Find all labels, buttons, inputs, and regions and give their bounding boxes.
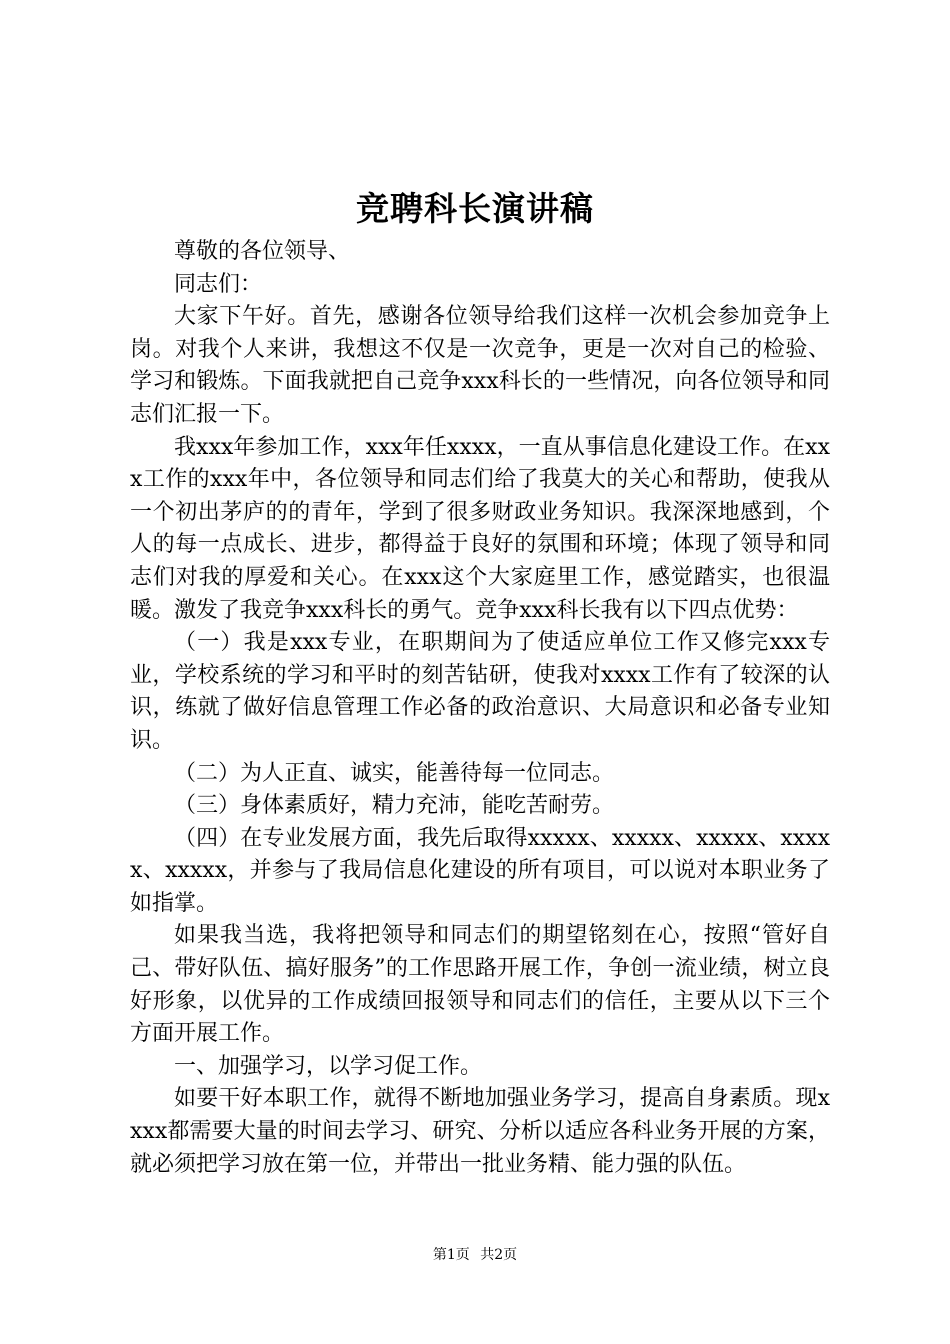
section-heading-1: 一、加强学习，以学习促工作。 <box>174 1053 483 1079</box>
salutation-line-1: 尊敬的各位领导、 <box>174 239 351 264</box>
paragraph-study: 如要干好本职工作，就得不断地加强业务学习，提高自身素质。现xxxx都需要大量的时间去学习、研究、分析以适应各科业务开展的方案，就必须把学习放在第一位，并带出一批业务精、能力强的队伍。 <box>130 1086 830 1177</box>
paragraph-plan: 如果我当选，我将把领导和同志们的期望铭刻在心，按照“管好自己、带好队伍、搞好服务”的工作思路开展工作，争创一流业绩，树立良好形象，以优异的工作成绩回报领导和同志们的信任，主要从以下三个方面开展工作。 <box>130 923 830 1047</box>
paragraph-intro: 大家下午好。首先，感谢各位领导给我们这样一次机会参加竞争上岗。对我个人来讲，我想这不仅是一次竞争，更是一次对自己的检验、学习和锻炼。下面我就把自己竞争xxx科长的一些情况，向各位领导和同志们汇报一下。 <box>130 304 830 427</box>
paragraph-advantage-1: （一）我是xxx专业，在职期间为了使适应单位工作又修完xxx专业，学校系统的学习和平时的刻苦钻研，使我对xxxx工作有了较深的认识，练就了做好信息管理工作必备的政治意识、大局意识和必备专业知识。 <box>130 630 830 753</box>
page-total: 共2页 <box>480 1247 518 1263</box>
paragraph-advantage-3: （三）身体素质好，精力充沛，能吃苦耐劳。 <box>174 793 615 819</box>
document-title: 竞聘科长演讲稿 <box>356 189 594 228</box>
paragraph-advantage-4: （四）在专业发展方面，我先后取得xxxxx、xxxxx、xxxxx、xxxxx、xxxxx，并参与了我局信息化建设的所有项目，可以说对本职业务了如指掌。 <box>130 825 830 916</box>
page-number: 第1页 <box>432 1247 470 1263</box>
salutation-line-2: 同志们： <box>174 271 263 297</box>
paragraph-advantage-2: （二）为人正直、诚实，能善待每一位同志。 <box>174 760 615 786</box>
page-footer <box>0 1245 950 1265</box>
document-body <box>130 236 830 1181</box>
paragraph-background: 我xxx年参加工作，xxx年任xxxx，一直从事信息化建设工作。在xxx工作的xxx年中，各位领导和同志们给了我莫大的关心和帮助，使我从一个初出茅庐的的青年，学到了很多财政业务知识。我深深地感到，个人的每一点成长、进步，都得益于良好的氛围和环境；体现了领导和同志们对我的厚爱和关心。在xxx这个大家庭里工作，感觉踏实，也很温暖。激发了我竞争xxx科长的勇气。竞争xxx科长我有以下四点优势： <box>130 434 830 623</box>
